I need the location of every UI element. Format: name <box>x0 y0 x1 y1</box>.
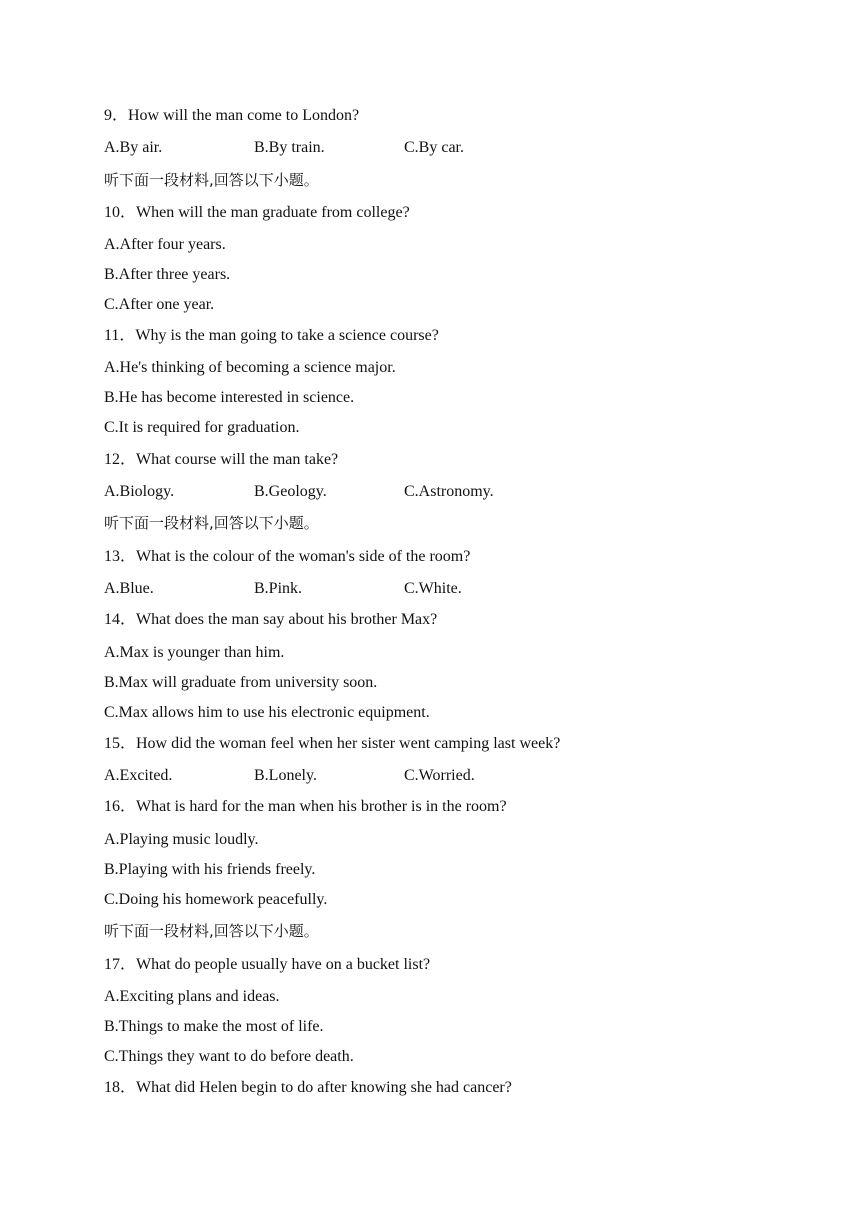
question-18: 18．What did Helen begin to do after knowing she had cancer? <box>104 1079 512 1096</box>
option-b: B.Pink. <box>254 580 303 597</box>
options-row-13 <box>104 579 704 599</box>
option-a: A.Biology. <box>104 483 175 500</box>
option-c: C.After one year. <box>104 296 215 313</box>
section-instruction: 听下面一段材料,回答以下小题。 <box>104 514 319 532</box>
option-b: B.Playing with his friends freely. <box>104 861 316 878</box>
option-a: A.Exciting plans and ideas. <box>104 988 280 1005</box>
option-b: B.Things to make the most of life. <box>104 1018 324 1035</box>
question-14: 14．What does the man say about his brother Max? <box>104 611 438 628</box>
option-b: B.After three years. <box>104 266 231 283</box>
question-11: 11．Why is the man going to take a science course? <box>104 327 439 344</box>
section-instruction: 听下面一段材料,回答以下小题。 <box>104 922 319 940</box>
option-c: C.Doing his homework peacefully. <box>104 891 328 908</box>
question-9: 9．How will the man come to London? <box>104 107 360 124</box>
option-c: C.By car. <box>404 139 464 156</box>
options-row-9 <box>104 138 704 158</box>
option-b: B.By train. <box>254 139 325 156</box>
section-instruction: 听下面一段材料,回答以下小题。 <box>104 171 319 189</box>
option-a: A.By air. <box>104 139 163 156</box>
question-13: 13．What is the colour of the woman's side of the room? <box>104 548 471 565</box>
option-a: A.Playing music loudly. <box>104 831 259 848</box>
question-15: 15．How did the woman feel when her sister went camping last week? <box>104 735 561 752</box>
option-c: C.Astronomy. <box>404 483 494 500</box>
option-c: C.Worried. <box>404 767 475 784</box>
option-b: B.Max will graduate from university soon. <box>104 674 378 691</box>
option-c: C.White. <box>404 580 462 597</box>
question-12: 12．What course will the man take? <box>104 451 339 468</box>
option-b: B.Geology. <box>254 483 327 500</box>
question-10: 10．When will the man graduate from college? <box>104 204 410 221</box>
option-c: C.It is required for graduation. <box>104 419 300 436</box>
option-a: A.Excited. <box>104 767 173 784</box>
option-c: C.Max allows him to use his electronic equipment. <box>104 704 430 721</box>
option-c: C.Things they want to do before death. <box>104 1048 354 1065</box>
option-b: B.Lonely. <box>254 767 317 784</box>
question-16: 16．What is hard for the man when his brother is in the room? <box>104 798 507 815</box>
option-a: A.Blue. <box>104 580 154 597</box>
option-a: A.He's thinking of becoming a science major. <box>104 359 396 376</box>
options-row-15 <box>104 766 704 786</box>
option-a: A.Max is younger than him. <box>104 644 285 661</box>
option-b: B.He has become interested in science. <box>104 389 355 406</box>
option-a: A.After four years. <box>104 236 226 253</box>
question-17: 17．What do people usually have on a bucket list? <box>104 956 431 973</box>
options-row-12 <box>104 482 704 502</box>
